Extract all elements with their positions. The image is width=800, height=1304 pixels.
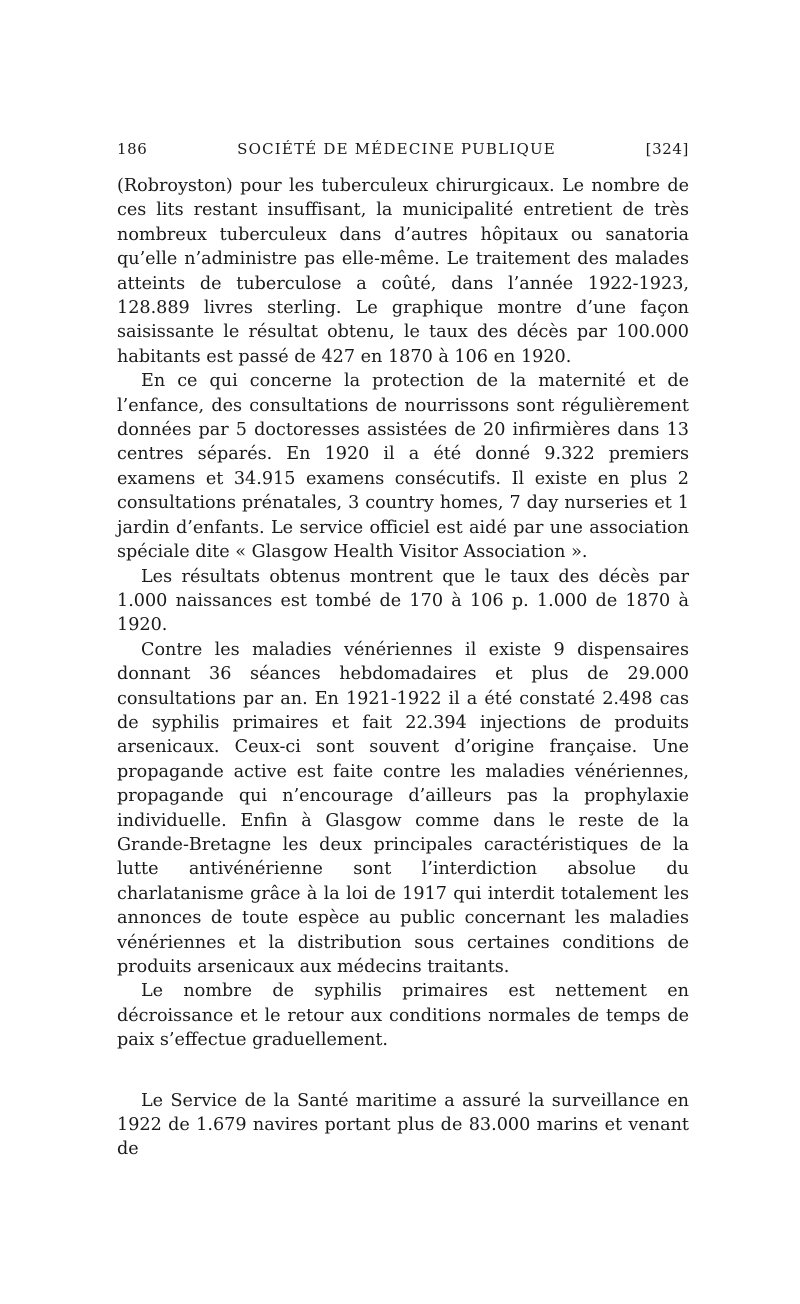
paragraph-maternity: En ce qui concerne la protection de la maternité et de l’enfance, des consultations de nourrissons sont régulièrement données par 5 doctoresses assistées de 20 infirmières dans 13 centres séparés. En 1920 il a été donné 9.322 premiers examens et 34.915 examens consécutifs. Il existe en plus 2 consultations prénatales, 3 country homes, 7 day nurseries et 1 jardin d’enfants. Le service officiel est aidé par une association spéciale dite « Glasgow Health Visitor Association ».	[117, 371, 689, 563]
paragraph-results: Les résultats obtenus montrent que le taux des décès par 1.000 naissances est tombé de 170 à 106 p. 1.000 de 1870 à 1920.	[117, 566, 689, 636]
page-header	[117, 140, 689, 158]
paragraph-tuberculosis: (Robroyston) pour les tuberculeux chirurgicaux. Le nombre de ces lits restant insuffisant, la municipalité entretient de très nombreux tuberculeux dans d’autres hôpitaux ou sanatoria qu’elle n’administre pas elle-même. Le traitement des malades atteints de tuberculose a coûté, dans l’année 1922-1923, 128.889 livres sterling. Le graphique montre d’une façon saisissante le résultat obtenu, le taux des décès par 100.000 habitants est passé de 427 en 1870 à 106 en 1920.	[117, 176, 689, 367]
paragraph-syphilis: Le nombre de syphilis primaires est nettement en décroissance et le retour aux conditions normales de temps de paix s’effectue graduellement.	[117, 981, 689, 1051]
section-gap	[117, 1053, 689, 1089]
page-number: 186	[117, 140, 148, 158]
running-title: SOCIÉTÉ DE MÉDECINE PUBLIQUE	[237, 140, 556, 158]
paragraph-maritime: Le Service de la Santé maritime a assuré la surveillance en 1922 de 1.679 navires portant plus de 83.000 marins et venant de	[117, 1090, 689, 1160]
paragraph-venereal: Contre les maladies vénériennes il existe 9 dispensaires donnant 36 séances hebdomadaires et plus de 29.000 consultations par an. En 1921-1922 il a été constaté 2.498 cas de syphilis primaires et fait 22.394 injections de produits arsenicaux. Ceux-ci sont souvent d’origine française. Une propagande active est faite contre les maladies vénériennes, propagande qui n’encourage d’ailleurs pas la prophylaxie individuelle. Enfin à Glasgow comme dans le reste de la Grande-Bretagne les deux principales caractéristiques de la lutte antivénérienne sont l’interdiction absolue du charlatanisme grâce à la loi de 1917 qui interdit totalement les annonces de toute espèce au public concernant les maladies vénériennes et la distribution sous certaines conditions de produits arsenicaux aux médecins traitants.	[117, 639, 689, 977]
document-page	[117, 140, 689, 1162]
bracket-page-number: [324]	[645, 140, 689, 158]
